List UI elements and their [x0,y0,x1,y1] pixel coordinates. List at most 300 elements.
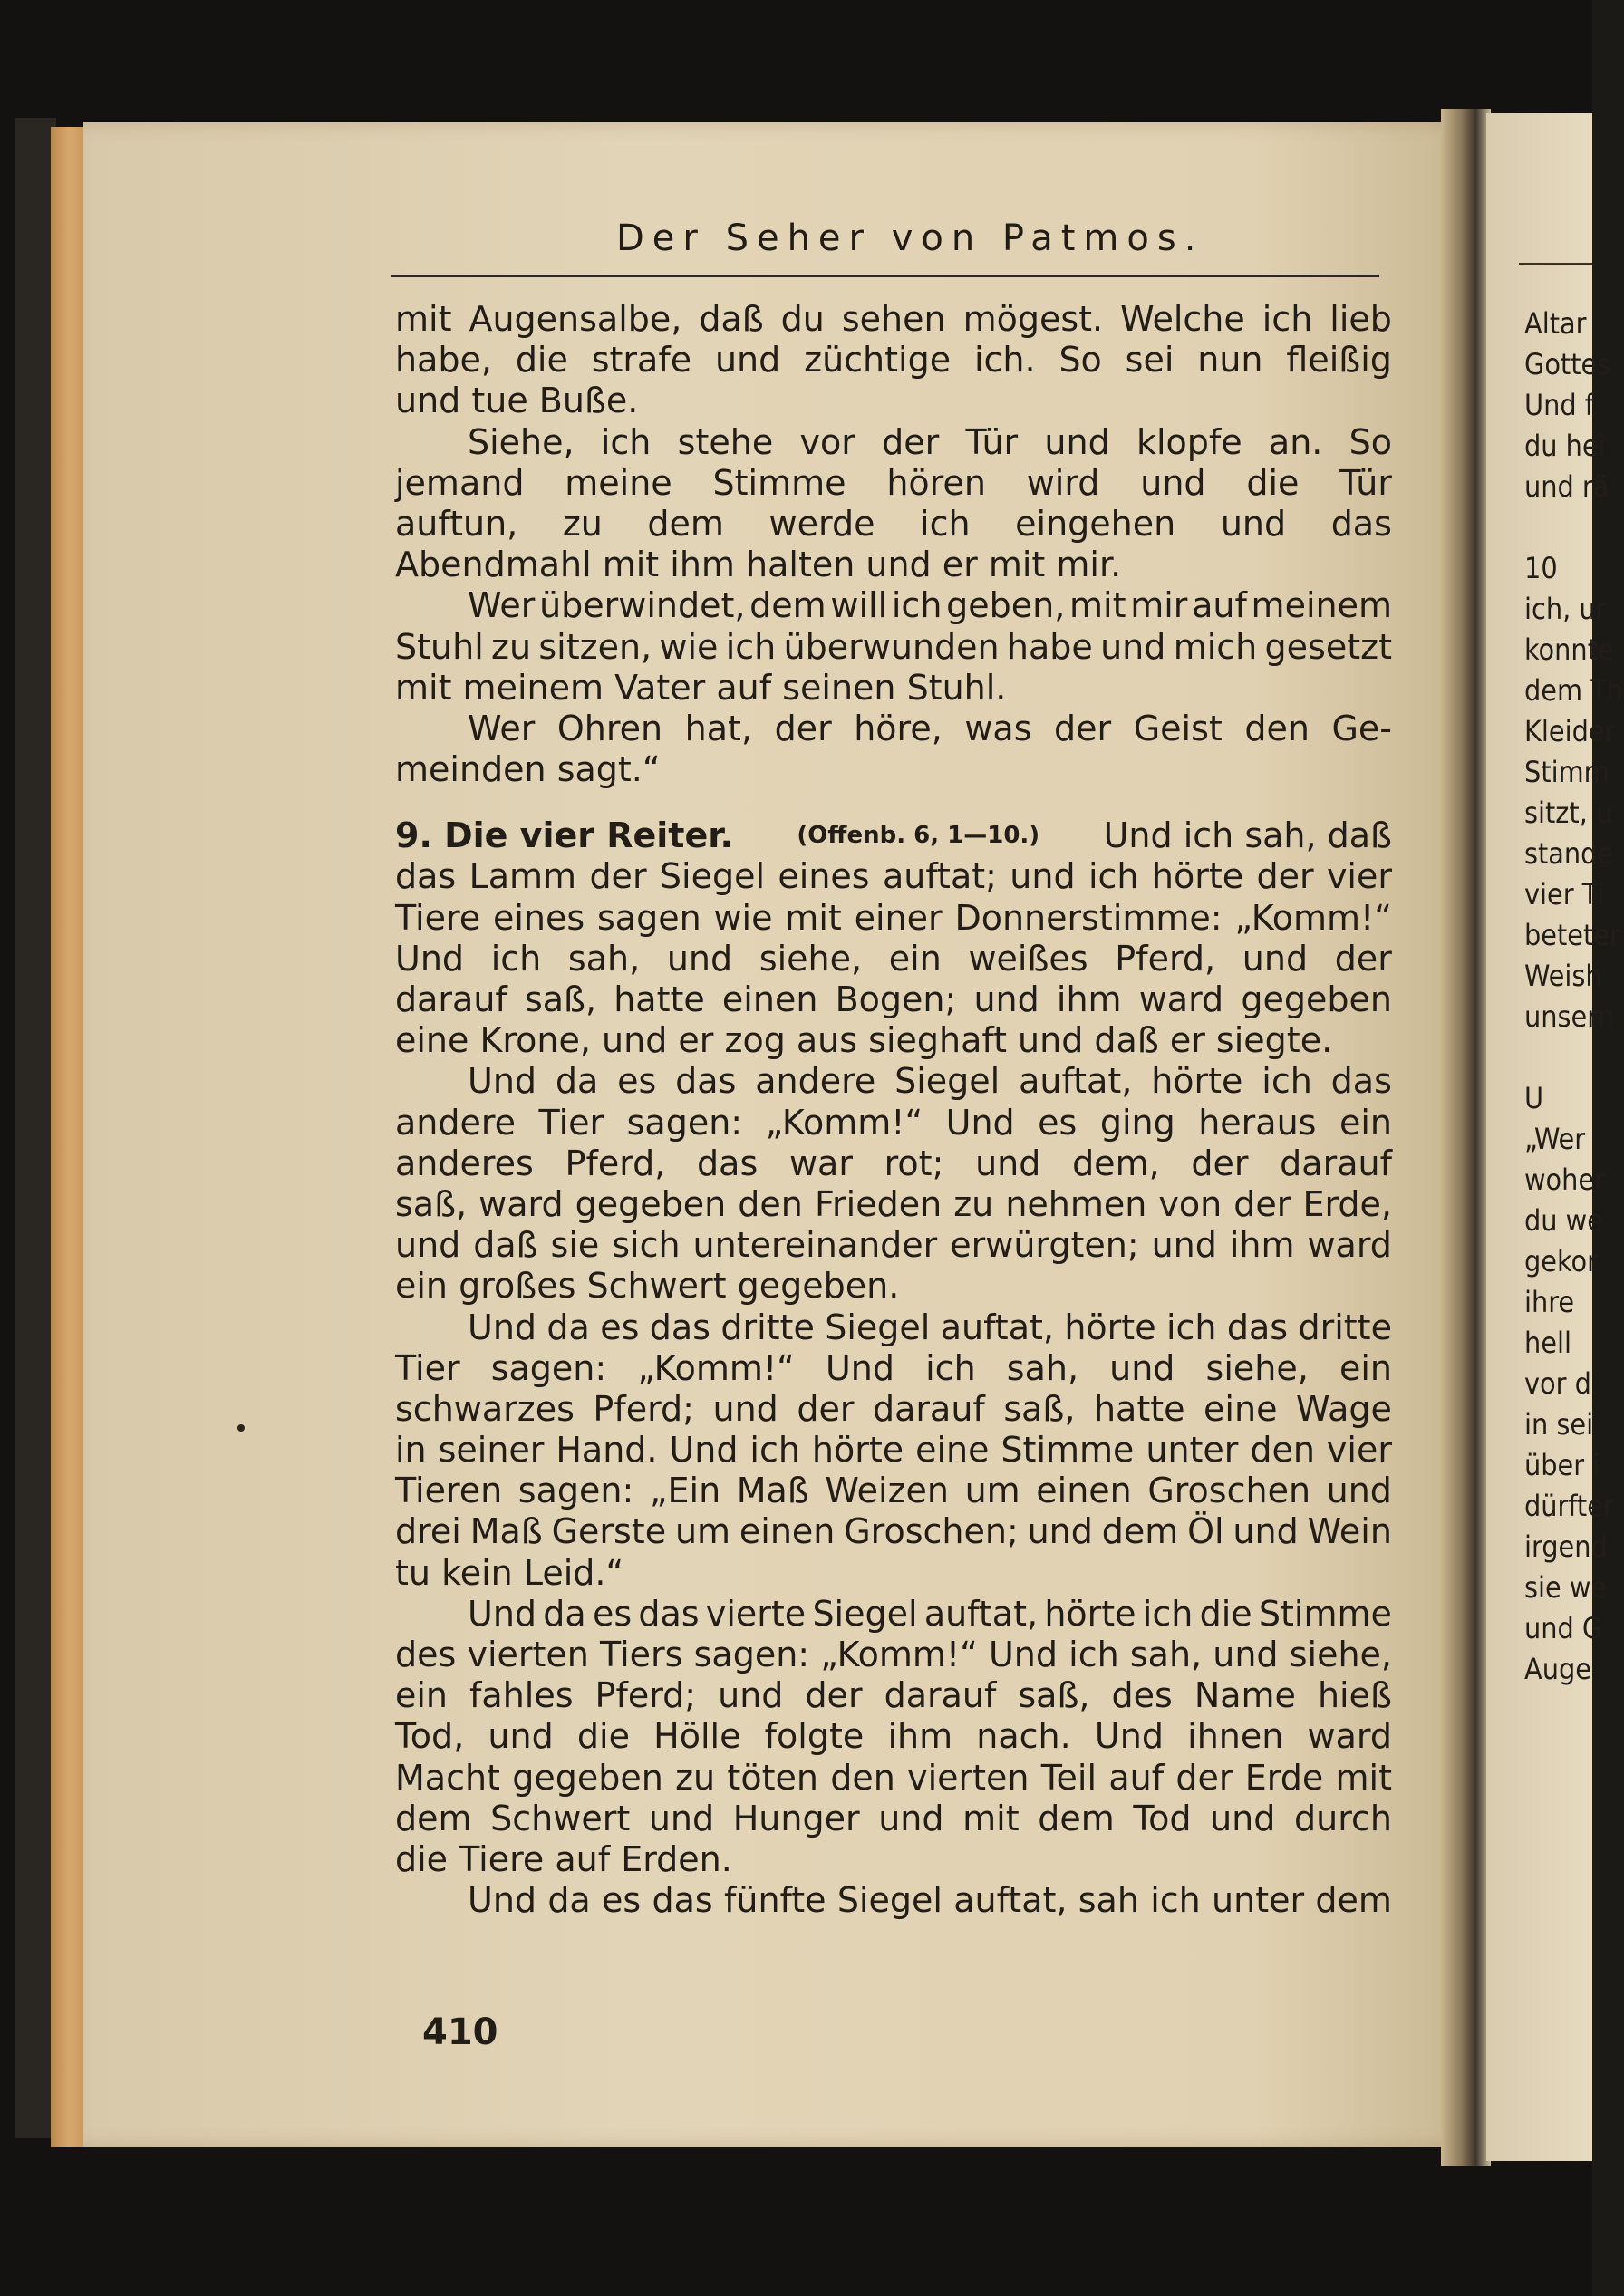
word: ich [925,1347,976,1388]
word: ich [1068,1635,1119,1674]
word: habe, [395,340,492,381]
word: siehe, [1205,1347,1309,1388]
word: ich [891,585,942,626]
word: da [546,1307,590,1347]
word: nun [1197,340,1263,381]
word: Tiers [600,1635,683,1674]
word: Erde, [1302,1183,1392,1224]
word: auftat, [940,1307,1054,1347]
word: den [1250,1430,1315,1471]
word: durch [1294,1798,1392,1838]
facing-page-line: vier Ti [1524,877,1605,912]
word: „Ein [649,1471,721,1511]
text-line [395,709,1392,749]
word: Und [1094,1716,1164,1757]
word: auf [1108,1757,1165,1798]
text-line [395,1348,1392,1389]
facing-page-line: gekor [1524,1244,1598,1278]
facing-page-line: Weish [1524,959,1602,993]
facing-page-line: du we [1524,1203,1603,1238]
word: der [1191,1143,1249,1183]
running-head: Der Seher von Patmos. [616,217,1204,259]
word: habe [1006,626,1093,667]
word: den [738,1183,803,1224]
word: eingehen [1015,503,1176,544]
text-line [395,381,1392,421]
word: ein [395,1675,449,1716]
facing-page-line: ich, ur [1524,592,1607,626]
word: sagen: [490,1347,607,1388]
word: vierten [907,1757,1030,1798]
facing-page-line: dürfter [1524,1489,1614,1523]
word: Hunger [732,1798,860,1838]
body-text [395,299,1392,1921]
word: hat, [684,708,753,748]
text-line [395,1020,1392,1061]
word: ihm [887,1716,953,1757]
word: rot; [884,1143,944,1183]
text-line-content: die Tiere auf Erden. [395,1838,732,1879]
word: ich [749,1430,800,1471]
facing-page-line: ihre [1524,1285,1575,1319]
word: ihnen [1187,1716,1284,1757]
word: es [1038,1102,1078,1143]
word: sah, [1006,1347,1079,1388]
text-line [395,1880,1392,1921]
word: Hand. [556,1430,658,1471]
page-number: 410 [422,2011,498,2053]
word: der [774,708,832,748]
text-line [395,979,1392,1020]
word: „Komm!“ [1234,897,1392,938]
word: Wer [468,708,536,748]
word: in [395,1430,427,1471]
text-line [395,1307,1392,1348]
word: und [975,1143,1041,1183]
word: ich. [973,340,1036,381]
word: darauf [873,1388,985,1429]
word: sei [1125,340,1174,381]
text-line [395,1266,1392,1307]
word: hören [886,462,986,503]
word: auftun, [395,503,518,544]
word: Tier [395,1347,460,1388]
word: Und [468,1061,537,1102]
word: es [600,1307,640,1347]
word: saß, [524,979,597,1019]
word: andere [395,1102,517,1143]
facing-page-line: Auge [1524,1652,1591,1686]
facing-page-line: U [1524,1081,1544,1115]
word: will [830,585,888,626]
facing-page-line: 10 [1524,551,1558,585]
text-line [395,585,1392,626]
word: hieß [1317,1675,1392,1716]
word: Siehe, [468,421,575,462]
word: und [878,1798,944,1838]
facing-page-line: stande [1524,836,1614,871]
word: vierten [467,1635,589,1674]
text-line [395,1225,1392,1266]
word: So [1348,421,1392,462]
word: einer [854,897,942,938]
word: und [1326,1471,1392,1511]
word: Tod [1133,1798,1192,1838]
facing-page-line: hell [1524,1326,1571,1360]
facing-page-line: du hei [1524,429,1606,463]
word: Tür [1339,462,1392,503]
word: das [395,856,457,897]
word: „Komm!“ [820,1635,978,1674]
word: sah, [1129,1635,1203,1674]
word: Stuhl [395,626,484,667]
word: meinem [1251,585,1392,626]
facing-page-line: in sei [1524,1407,1594,1442]
word: mit [395,299,452,339]
word: mit [785,897,842,938]
word: Maß [736,1471,809,1511]
word: Tiere [395,897,481,938]
section-gap [395,790,1392,815]
word: eine [1204,1388,1278,1429]
text-line [395,1184,1392,1225]
word: und [1213,1635,1279,1674]
word: das [1226,1307,1289,1347]
book-gutter [1441,109,1491,2166]
word: die [1246,462,1300,503]
word: Groschen; [844,1511,1019,1552]
word: Siegel [812,1593,918,1634]
word: Stimme [712,462,846,503]
word: und [1109,1347,1175,1388]
word: auftat; [882,856,997,897]
text-line [395,1594,1392,1635]
word: und [1232,1511,1299,1552]
word: Öl [1187,1511,1224,1552]
text-line [395,340,1392,381]
word: Stimme [1258,1593,1392,1634]
word: und [1027,1511,1093,1552]
word: sagen: [626,1102,743,1143]
word: dritte [720,1307,815,1347]
word: fleißig [1286,340,1392,381]
word: und [973,979,1039,1019]
word: und [395,1225,461,1266]
word: und [712,1388,778,1429]
text-line [395,1430,1392,1471]
word: hörte [811,1430,904,1471]
word: dritte [1298,1307,1392,1347]
margin-mark [237,1424,245,1432]
word: weißes [968,938,1088,979]
text-line [395,749,1392,790]
word: hatte [614,979,705,1019]
word: an. [1268,421,1323,462]
word: ich [1165,1307,1217,1347]
word: überwindet, [539,585,746,626]
text-line-content: tu kein Leid.“ [395,1552,624,1593]
facing-page-line [1524,1037,1624,1078]
word: So [1058,340,1102,381]
word: es [592,1593,633,1634]
word: mit [1069,585,1126,626]
word: vier [1326,1430,1392,1471]
head-rule [392,275,1379,277]
word: und [718,1675,784,1716]
word: Wer [468,585,536,626]
word: die [515,340,568,381]
word: Und [395,938,465,979]
word: Hölle [653,1716,741,1757]
word: jemand [395,462,525,503]
text-line [395,1716,1392,1757]
word: sitzen, [538,626,652,667]
text-line [395,1799,1392,1839]
word: das [649,1307,710,1347]
word: es [602,1880,642,1921]
word: der [882,421,940,462]
word: anderes [395,1143,534,1183]
word: Geist [1133,708,1223,748]
word: schwarzes [395,1388,575,1429]
word: ich [1142,1593,1194,1634]
facing-page-line: beteter [1524,918,1620,952]
word: sagen [596,897,701,938]
word: Pferd, [565,1143,666,1183]
word: „Komm!“ [637,1347,795,1388]
text-line [395,1103,1392,1143]
word: unter [1212,1880,1305,1921]
facing-page-line: „Wer [1524,1122,1586,1156]
word: das [675,1061,737,1102]
text-line [395,299,1392,340]
word: da [547,1880,591,1921]
word: das [697,1143,759,1183]
word: das [1330,503,1392,544]
word: eines [492,897,585,938]
word: geben, [946,585,1066,626]
word: eines [778,856,870,897]
facing-page-line: Altar [1524,306,1587,341]
word: Siegel [659,856,766,897]
word: zu [491,626,532,667]
facing-page-line: sie we [1524,1570,1608,1605]
word: untereinander [692,1225,938,1266]
word: und [666,938,733,979]
word: zu [562,503,603,544]
word: fünfte [723,1880,826,1921]
facing-page-line: Stimm [1524,755,1610,789]
text-line [395,1758,1392,1799]
word: ward [478,1183,564,1224]
word: gegeben [575,1183,727,1224]
word: Maß [469,1511,543,1552]
facing-page-line: unsern [1524,999,1614,1034]
word: Teil [1040,1757,1097,1798]
right-page [1486,113,1624,2161]
word: saß, [395,1183,468,1224]
word: es [617,1061,657,1102]
word: wie [659,626,719,667]
word: dem [1315,1880,1392,1921]
word: Und [988,1635,1058,1674]
word: vor [799,421,856,462]
word: einen [739,1511,836,1552]
word: zu [953,1183,994,1224]
word: Stimme [1000,1430,1135,1471]
word: das [1330,1061,1392,1102]
word: Pferd, [1115,938,1216,979]
text-line [395,898,1392,939]
word: Siegel [894,1061,1000,1102]
word: der [1233,1183,1291,1224]
facing-page-line: und rä [1524,469,1610,504]
word: Und [468,1593,537,1634]
word: hörte [1064,1307,1156,1347]
word: der [1334,938,1392,979]
word: Wage [1295,1388,1392,1429]
word: dem, [1072,1143,1160,1183]
word: daß [699,299,764,339]
facing-page-text [1524,304,1624,1690]
word: um [964,1471,1020,1511]
word: hörte [1044,1593,1136,1634]
word: Bogen; [835,979,957,1019]
word: der [589,856,647,897]
word: Und [468,1307,537,1347]
section-heading-reference: (Offenb. 6, 1—10.) [797,822,1040,850]
text-line [395,668,1392,709]
word: darauf [1280,1143,1392,1183]
word: sagen: [693,1635,810,1674]
word: drei [395,1511,461,1552]
text-line [395,1511,1392,1552]
word: Gerste [551,1511,667,1552]
word: der [797,1388,855,1429]
facing-page-line: Kleider [1524,714,1616,748]
word: und [1010,856,1076,897]
word: zu [675,1757,716,1798]
text-line [395,1389,1392,1430]
word: Pferd; [593,1388,694,1429]
word: Und [825,1347,895,1388]
text-line [395,1471,1392,1511]
word: „Komm!“ [765,1102,923,1143]
word: da [555,1061,599,1102]
text-line [395,422,1392,463]
word: ging [1099,1102,1175,1143]
word: Augensalbe, [469,299,682,339]
text-line [395,463,1392,504]
word: höre, [854,708,942,748]
word: wie [713,897,773,938]
word: andere [755,1061,876,1102]
text-line [395,1061,1392,1102]
text-line [395,1675,1392,1716]
word: saß, [1018,1675,1090,1716]
facing-page-line [1524,507,1624,548]
word: sehen [841,299,946,339]
facing-page-line: konnte [1524,632,1614,667]
word: auftat, [953,1880,1068,1921]
word: meine [565,462,672,503]
word: Tür [965,421,1019,462]
word: Siegel [825,1307,931,1347]
word: ich [1088,856,1139,897]
word: die [1199,1593,1252,1634]
word: werde [768,503,875,544]
word: ich [1150,1880,1201,1921]
text-line [395,1553,1392,1594]
word: Pferd; [594,1675,697,1716]
word: ein [1339,1102,1392,1143]
word: Tier [538,1102,604,1143]
word: gegeben [1241,979,1392,1019]
word: mit [1335,1757,1392,1798]
word: mir [1130,585,1188,626]
page-block-edge [51,127,87,2147]
word: auftat, [923,1593,1039,1634]
text-line-content: mit meinem Vater auf seinen Stuhl. [395,667,1007,708]
word: Name [1194,1675,1296,1716]
text-line [395,939,1392,979]
facing-page-line: über i [1524,1448,1600,1482]
word: Ge- [1331,708,1392,748]
section-heading-title: 9. Die vier Reiter. [395,815,733,856]
word: mit [962,1798,1020,1838]
word: sah [1078,1880,1139,1921]
word: des [395,1635,457,1674]
word: vier [1326,856,1392,897]
word: überwunden [783,626,1000,667]
word: heraus [1198,1102,1317,1143]
word: seiner [438,1430,545,1471]
word: auf [1192,585,1247,626]
word: Welche [1120,299,1245,339]
word: Wein [1307,1511,1392,1552]
word: und [1044,421,1110,462]
word: ich [490,938,542,979]
word: einen [1036,1471,1132,1511]
word: sah, [567,938,641,979]
word: siehe, [1289,1635,1392,1674]
word: darauf [884,1675,997,1716]
word: lieb [1329,299,1392,339]
word: Und [468,1880,537,1921]
text-line [395,504,1392,545]
word: folgte [764,1716,865,1757]
word: stehe [677,421,774,462]
word: nehmen [1005,1183,1147,1224]
word: Lamm [469,856,577,897]
word: einen [721,979,818,1019]
text-line-content: und tue Buße. [395,381,639,421]
facing-page-line: Und f [1524,388,1594,422]
word: was [964,708,1032,748]
word: auftat, [1019,1061,1133,1102]
facing-page-line: dem Th [1524,673,1624,708]
word: Ohren [556,708,663,748]
word: erwürgten; [950,1225,1139,1266]
word: und [1210,1798,1276,1838]
word: saß, [1003,1388,1076,1429]
word: eine [915,1430,990,1471]
word: ward [1138,979,1224,1019]
facing-page-line: Gottes [1524,347,1611,381]
text-line [395,1635,1392,1675]
word: und [1220,503,1287,544]
text-line-content: eine Krone, und er zog aus sieghaft und daß er siegte. [395,1020,1333,1061]
